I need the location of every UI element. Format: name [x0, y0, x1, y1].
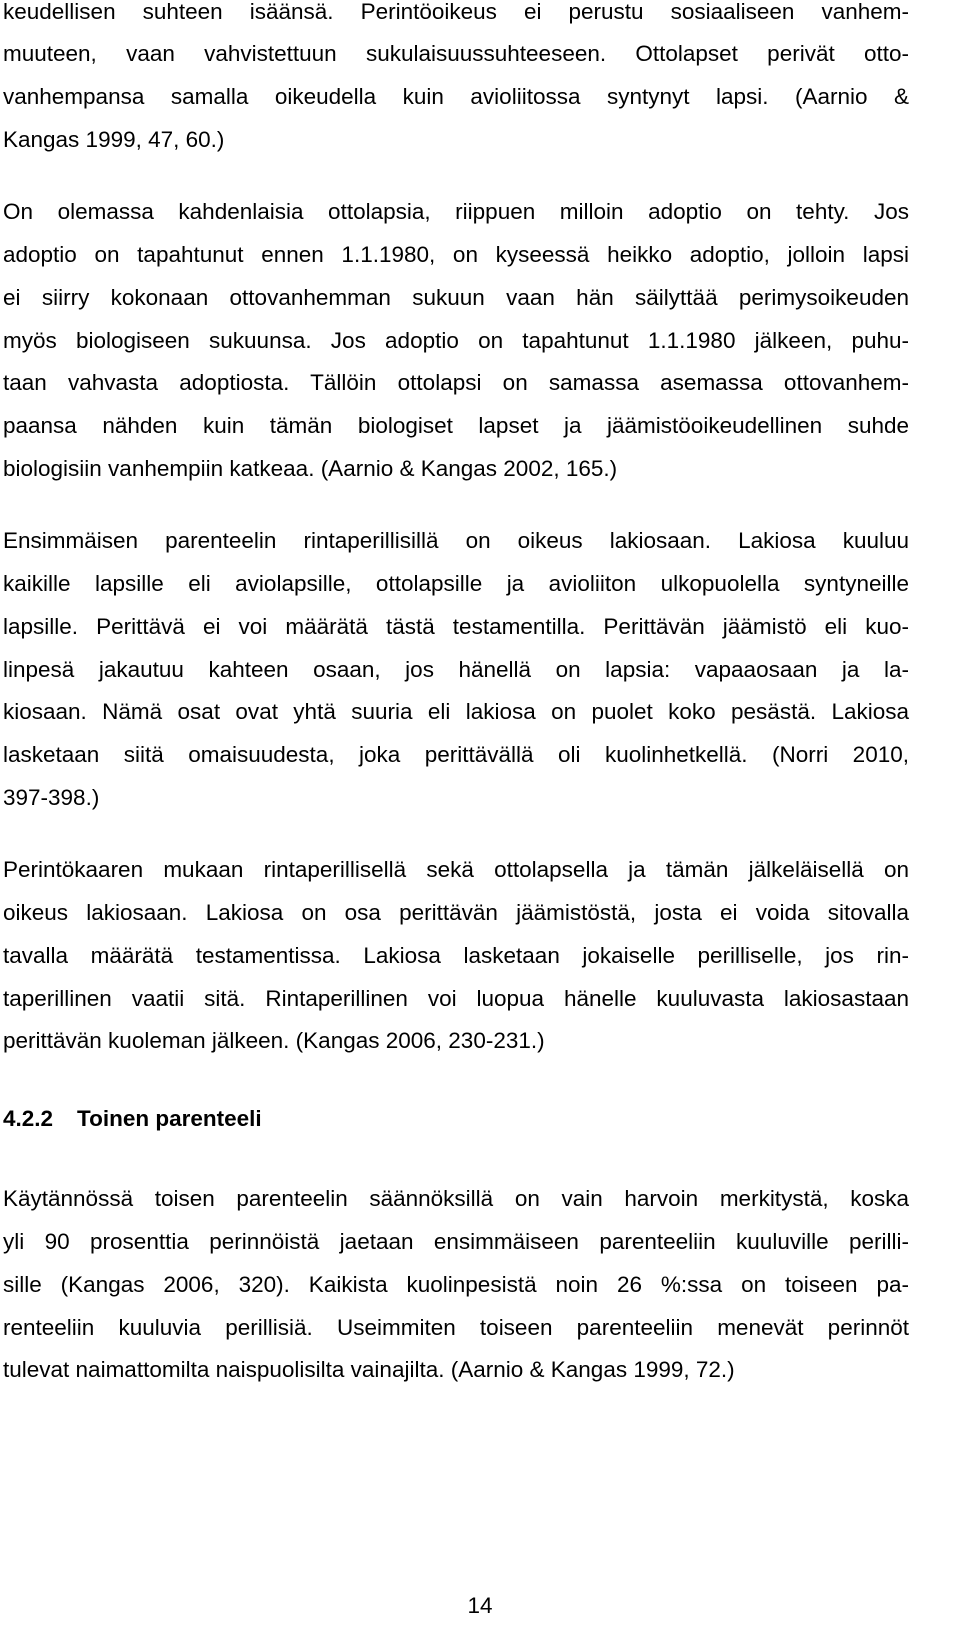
text-line: lasketaan siitä omaisuudesta, joka perittävällä oli kuolinhetkellä. (Norri 2010, [3, 742, 909, 767]
text-line: On olemassa kahdenlaisia ottolapsia, riippuen milloin adoptio on tehty. Jos [3, 199, 909, 224]
text-line: keudellisen suhteen isäänsä. Perintöoikeus ei perustu sosiaaliseen vanhem- [3, 0, 909, 24]
text-line: Käytännössä toisen parenteelin säännöksillä on vain harvoin merkitystä, koska [3, 1186, 909, 1211]
section-heading [3, 1103, 262, 1135]
text-line: oikeus lakiosaan. Lakiosa on osa perittävän jäämistöstä, josta ei voida sitovalla [3, 900, 909, 925]
section-title: Toinen parenteeli [77, 1106, 262, 1131]
text-line: yli 90 prosenttia perinnöistä jaetaan ensimmäiseen parenteeliin kuuluville perilli- [3, 1229, 909, 1254]
text-line: taan vahvasta adoptiosta. Tällöin ottolapsi on samassa asemassa ottovanhem- [3, 370, 909, 395]
text-line: paansa nähden kuin tämän biologiset lapset ja jäämistöoikeudellinen suhde [3, 413, 909, 438]
page-number: 14 [467, 1593, 493, 1618]
section-number: 4.2.2 [3, 1106, 54, 1131]
text-line: lapsille. Perittävä ei voi määrätä tästä testamentilla. Perittävän jäämistö eli kuo- [3, 614, 909, 639]
text-line: ei siirry kokonaan ottovanhemman sukuun vaan hän säilyttää perimysoikeuden [3, 285, 909, 310]
text-line: sille (Kangas 2006, 320). Kaikista kuolinpesistä noin 26 %:ssa on toiseen pa- [3, 1272, 909, 1297]
text-line: linpesä jakautuu kahteen osaan, jos hänellä on lapsia: vapaaosaan ja la- [3, 657, 909, 682]
text-line: vanhempansa samalla oikeudella kuin avioliitossa syntynyt lapsi. (Aarnio & [3, 84, 909, 109]
text-line: Perintökaaren mukaan rintaperillisellä sekä ottolapsella ja tämän jälkeläisellä on [3, 857, 909, 882]
text-line: kaikille lapsille eli aviolapsille, ottolapsille ja avioliiton ulkopuolella syntyneille [3, 571, 909, 596]
text-line: 397-398.) [3, 785, 100, 810]
text-line: adoptio on tapahtunut ennen 1.1.1980, on kyseessä heikko adoptio, jolloin lapsi [3, 242, 909, 267]
text-line: renteeliin kuuluvia perillisiä. Useimmiten toiseen parenteeliin menevät perinnöt [3, 1315, 909, 1340]
text-line: myös biologiseen sukuunsa. Jos adoptio on tapahtunut 1.1.1980 jälkeen, puhu- [3, 328, 909, 353]
text-line: biologisiin vanhempiin katkeaa. (Aarnio & Kangas 2002, 165.) [3, 456, 618, 481]
text-line: tavalla määrätä testamentissa. Lakiosa lasketaan jokaiselle perilliselle, jos rin- [3, 943, 909, 968]
text-line: tulevat naimattomilta naispuolisilta vainajilta. (Aarnio & Kangas 1999, 72.) [3, 1357, 735, 1382]
text-line: Kangas 1999, 47, 60.) [3, 127, 225, 152]
text-line: muuteen, vaan vahvistettuun sukulaisuussuhteeseen. Ottolapset perivät otto- [3, 41, 909, 66]
text-line: taperillinen vaatii sitä. Rintaperillinen voi luopua hänelle kuuluvasta lakiosastaan [3, 986, 909, 1011]
text-line: kiosaan. Nämä osat ovat yhtä suuria eli lakiosa on puolet koko pesästä. Lakiosa [3, 699, 909, 724]
text-line: Ensimmäisen parenteelin rintaperillisillä on oikeus lakiosaan. Lakiosa kuuluu [3, 528, 909, 553]
text-line: perittävän kuoleman jälkeen. (Kangas 2006, 230-231.) [3, 1028, 545, 1053]
